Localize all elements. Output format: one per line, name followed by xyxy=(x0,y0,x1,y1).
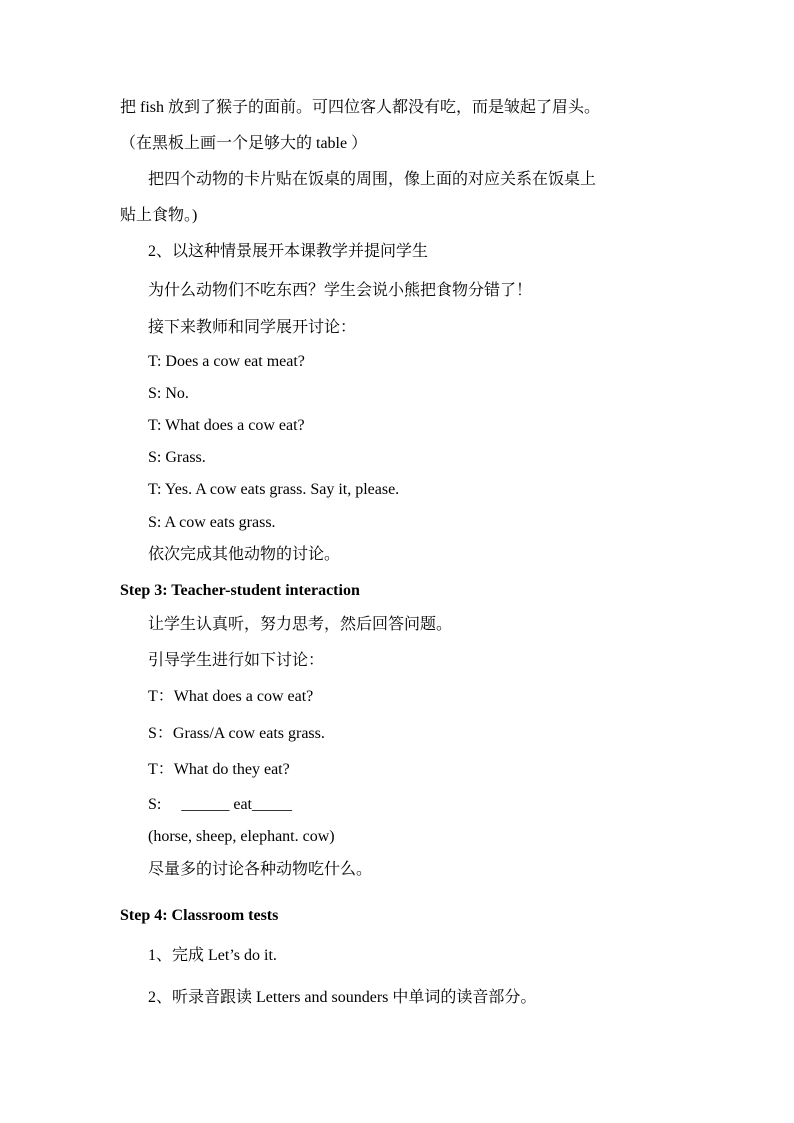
paragraph-line-4: 贴上食物。) xyxy=(120,207,198,224)
step2-closing: 依次完成其他动物的讨论。 xyxy=(148,546,341,563)
fill-in-blank-line: S: ______ eat_____ xyxy=(148,796,292,813)
step4-heading: Step 4: Classroom tests xyxy=(120,907,279,924)
dialogue-line: S: No. xyxy=(148,385,189,402)
paragraph-line-2: （在黑板上画一个足够大的 table ） xyxy=(120,135,368,152)
step3-line-1: 让学生认真听，努力思考，然后回答问题。 xyxy=(148,616,453,633)
dialogue-line: S: A cow eats grass. xyxy=(148,514,276,531)
dialogue-line: S: Grass. xyxy=(148,449,206,466)
dialogue-line: T：What does a cow eat? xyxy=(148,688,314,705)
step2-question: 为什么动物们不吃东西？学生会说小熊把食物分错了！ xyxy=(148,282,533,299)
step3-line-2: 引导学生进行如下讨论： xyxy=(148,652,325,669)
step2-intro: 2、以这种情景展开本课教学并提问学生 xyxy=(148,243,429,260)
step3-heading: Step 3: Teacher-student interaction xyxy=(120,582,360,599)
dialogue-line: T: Yes. A cow eats grass. Say it, please. xyxy=(148,481,400,498)
dialogue-line: T: Does a cow eat meat? xyxy=(148,353,305,370)
step4-item-1: 1、完成 Let’s do it. xyxy=(148,947,277,964)
step4-item-2: 2、听录音跟读 Letters and sounders 中单词的读音部分。 xyxy=(148,989,537,1006)
dialogue-line: T：What do they eat? xyxy=(148,761,290,778)
dialogue-line: T: What does a cow eat? xyxy=(148,417,305,434)
animals-list: (horse, sheep, elephant. cow) xyxy=(148,828,335,845)
dialogue-line: S：Grass/A cow eats grass. xyxy=(148,725,325,742)
paragraph-line-1: 把 fish 放到了猴子的面前。可四位客人都没有吃，而是皱起了眉头。 xyxy=(120,99,601,116)
step2-discussion-intro: 接下来教师和同学展开讨论： xyxy=(148,319,357,336)
step3-closing: 尽量多的讨论各种动物吃什么。 xyxy=(148,861,373,878)
paragraph-line-3: 把四个动物的卡片贴在饭桌的周围，像上面的对应关系在饭桌上 xyxy=(148,171,597,188)
